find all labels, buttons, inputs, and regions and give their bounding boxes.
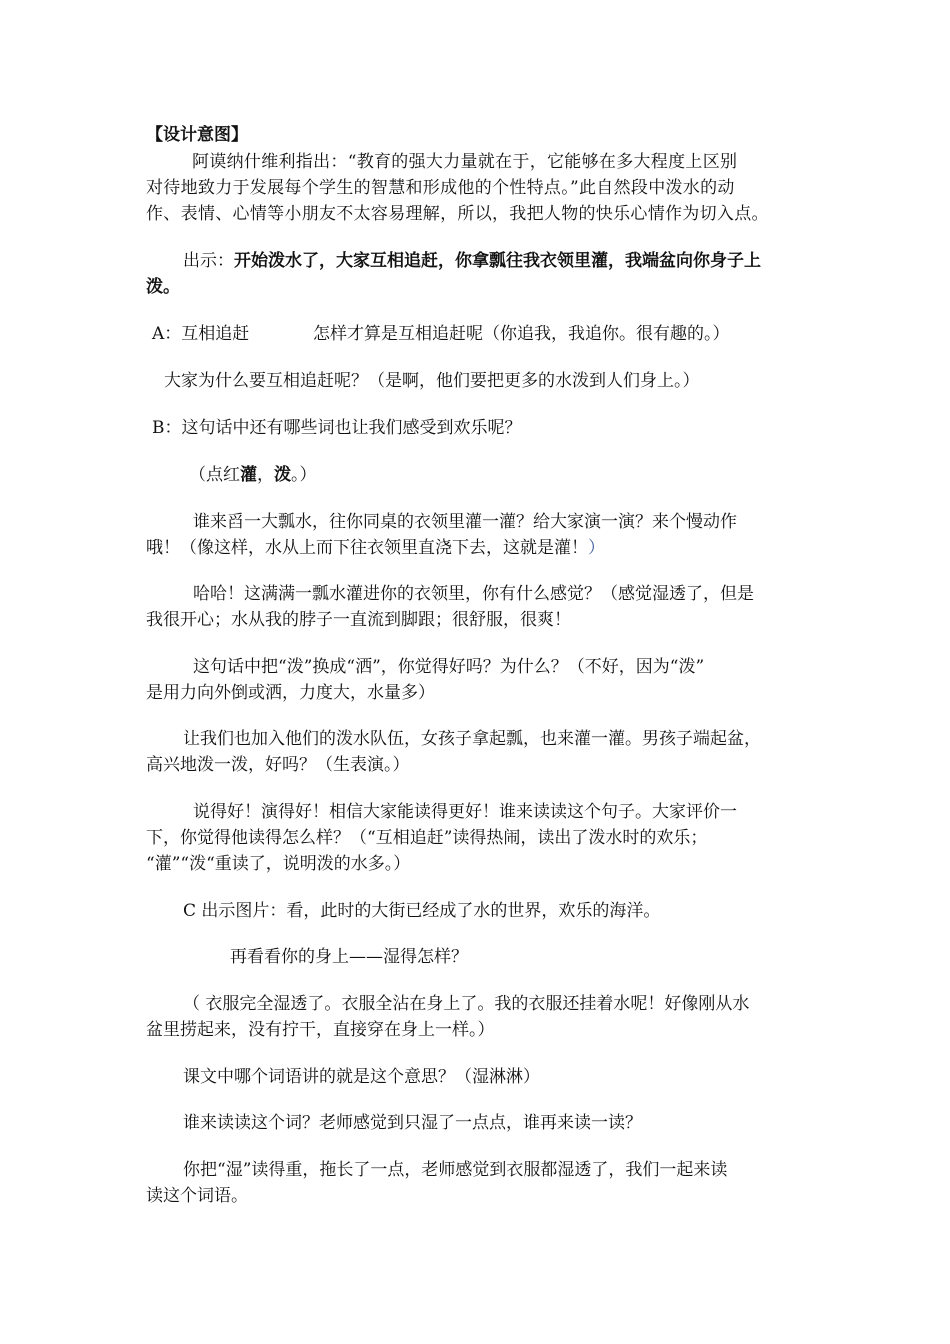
a-label: A：互相追赶 — [152, 324, 250, 344]
show-sentence: 开始泼水了，大家互相追赶，你拿瓢往我衣领里灌，我端盆向你身子上 — [234, 251, 761, 271]
b-line: B：这句话中还有哪些词也让我们感受到欢乐呢？ — [152, 418, 522, 438]
section-heading: 【设计意图】 — [146, 125, 248, 145]
scoop-paragraph-text: 哦！（像这样，水从上而下往衣领里直浇下去，这就是灌！ — [146, 538, 588, 558]
swap-paragraph-line-1: 这句话中把“泼”换成“洒”，你觉得好吗？为什么？（不好，因为“泼” — [193, 657, 705, 677]
show-prefix: 出示： — [183, 251, 234, 271]
read-paragraph-line-3: “灌”“泼“重读了，说明泼的水多。） — [146, 854, 411, 874]
highlight-open: （点红 — [189, 465, 240, 485]
clothes-paragraph-line-1: （ 衣服完全湿透了。衣服全沾在身上了。我的衣服还挂着水呢！好像刚从水 — [183, 994, 750, 1014]
scoop-paragraph-close: ） — [588, 538, 605, 558]
why-chase: 大家为什么要互相追赶呢？（是啊，他们要把更多的水泼到人们身上。） — [164, 371, 700, 391]
highlight-words — [189, 464, 317, 487]
you-read-line-1: 你把“湿”读得重，拖长了一点，老师感觉到衣服都湿透了，我们一起来读 — [183, 1160, 728, 1180]
join-paragraph-line-2: 高兴地泼一泼，好吗？（生表演。） — [146, 755, 410, 775]
join-paragraph-line-1: 让我们也加入他们的泼水队伍，女孩子拿起瓢，也来灌一灌。男孩子端起盆， — [183, 729, 761, 749]
scoop-paragraph-line-1: 谁来舀一大瓢水，往你同桌的衣领里灌一灌？给大家演一演？来个慢动作 — [193, 512, 737, 532]
scoop-paragraph-line-2 — [146, 537, 605, 560]
show-sentence-line-2: 泼。 — [146, 277, 180, 297]
highlight-word-po: 泼 — [274, 465, 291, 485]
intent-paragraph-line-3: 作、表情、心情等小朋友不太容易理解，所以，我把人物的快乐心情作为切入点。 — [146, 204, 769, 224]
highlight-close: 。） — [291, 465, 317, 485]
read-paragraph-line-1: 说得好！演得好！相信大家能读得更好！谁来读读这个句子。大家评价一 — [193, 802, 737, 822]
clothes-paragraph-line-2: 盆里捞起来，没有拧干，直接穿在身上一样。） — [146, 1020, 495, 1040]
a-question: 怎样才算是互相追赶呢（你追我，我追你。很有趣的。） — [313, 324, 730, 344]
intent-paragraph-line-1: 阿谟纳什维利指出：“教育的强大力量就在于，它能够在多大程度上区别 — [192, 152, 738, 172]
intent-paragraph-line-2: 对待地致力于发展每个学生的智慧和形成他的个性特点。”此自然段中泼水的动 — [146, 178, 735, 198]
you-read-line-2: 读这个词语。 — [146, 1186, 248, 1206]
feel-paragraph-line-2: 我很开心；水从我的脖子一直流到脚跟；很舒服，很爽！ — [146, 610, 571, 630]
c-line: C 出示图片：看，此时的大街已经成了水的世界，欢乐的海洋。 — [183, 901, 661, 921]
which-word: 课文中哪个词语讲的就是这个意思？（湿淋淋） — [183, 1067, 540, 1087]
look-again: 再看看你的身上——湿得怎样？ — [230, 947, 468, 967]
who-read: 谁来读读这个词？老师感觉到只湿了一点点，谁再来读一读？ — [183, 1113, 642, 1133]
show-sentence-line-1 — [183, 250, 761, 273]
highlight-word-guan: 灌 — [240, 465, 257, 485]
highlight-separator: ， — [257, 465, 274, 485]
swap-paragraph-line-2: 是用力向外倒或洒，力度大，水量多） — [146, 683, 435, 703]
read-paragraph-line-2: 下，你觉得他读得怎么样？（“互相追赶”读得热闹，读出了泼水时的欢乐； — [146, 828, 708, 848]
feel-paragraph-line-1: 哈哈！这满满一瓢水灌进你的衣领里，你有什么感觉？（感觉湿透了，但是 — [193, 584, 754, 604]
